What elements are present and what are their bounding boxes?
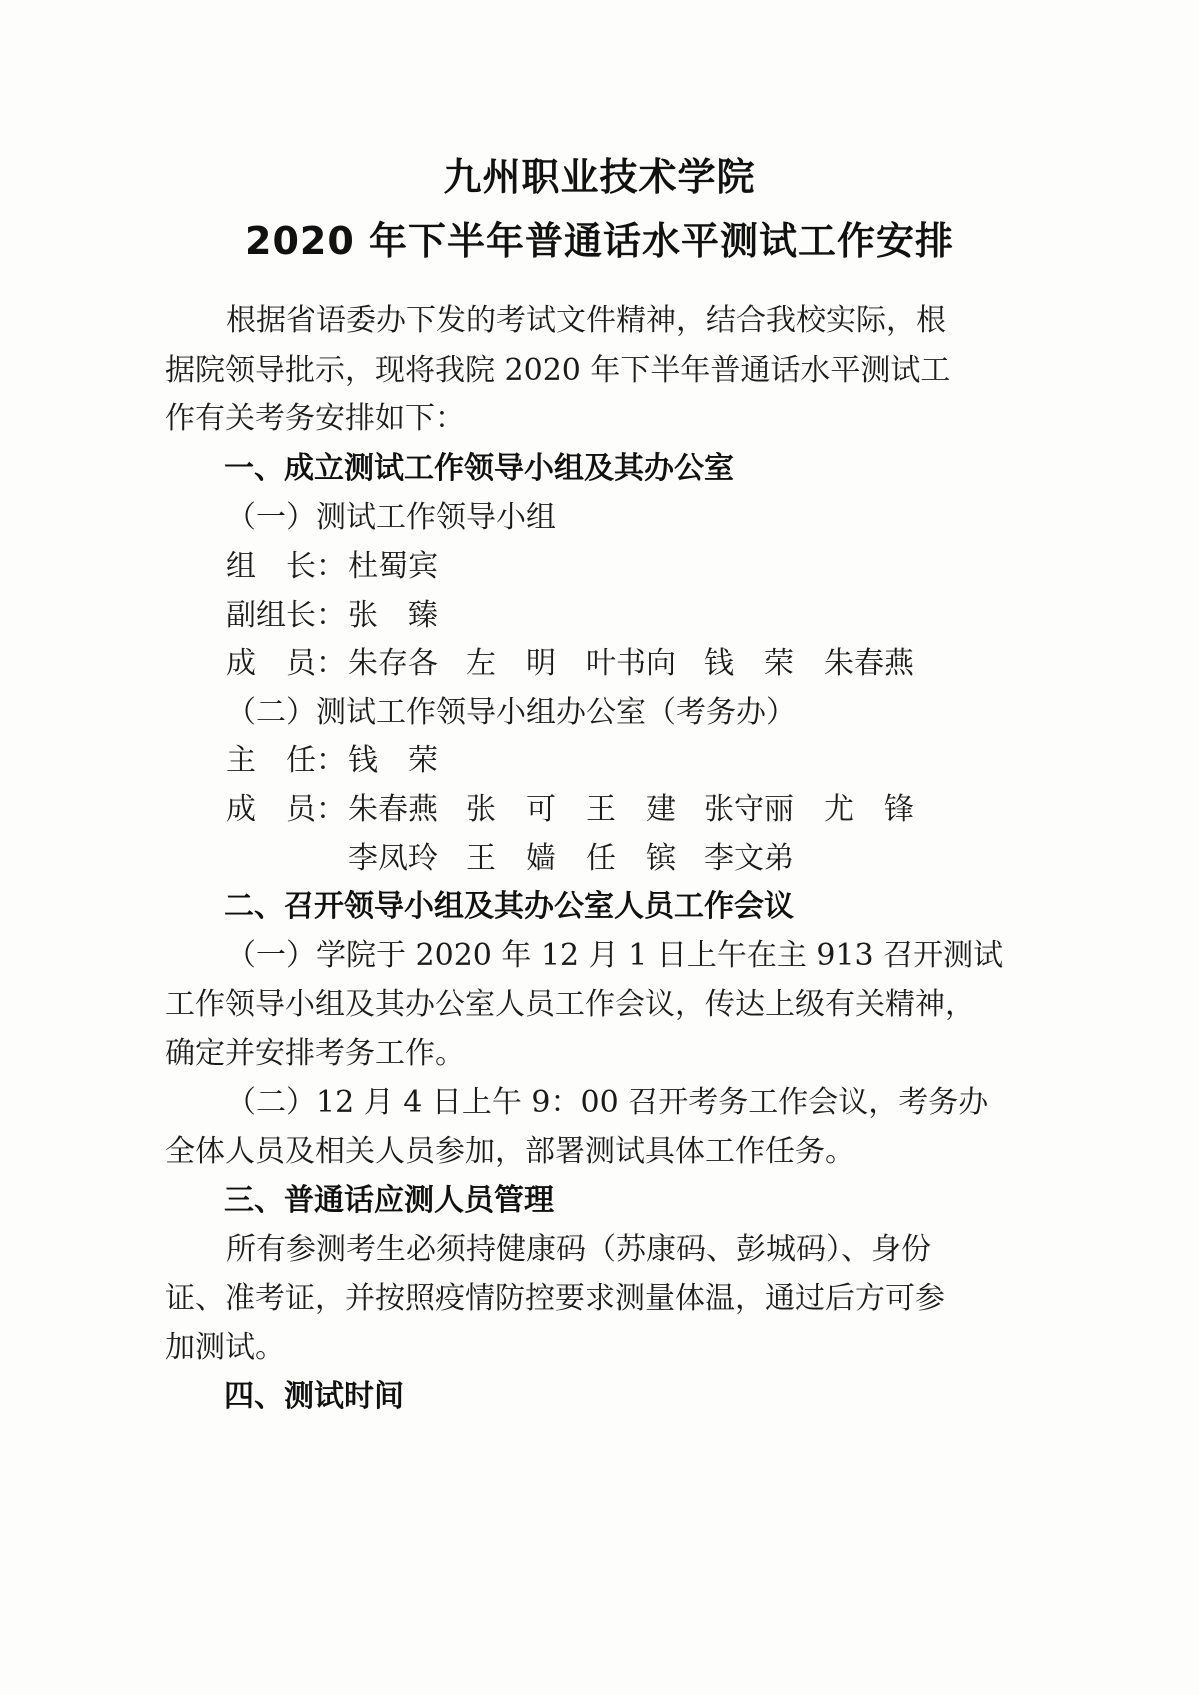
member-name: 朱春燕 — [824, 646, 914, 681]
section-1-heading: 一、成立测试工作领导小组及其办公室 — [224, 451, 734, 486]
section-2-para-1-line-2: 工作领导小组及其办公室人员工作会议，传达上级有关精神， — [165, 987, 975, 1022]
office-member-name: 王 建 — [586, 792, 676, 827]
member-name: 钱 荣 — [704, 646, 794, 681]
intro-line-2: 据院领导批示，现将我院 2020 年下半年普通话水平测试工 — [165, 353, 951, 388]
member-name: 朱存各 — [348, 646, 438, 681]
director-label: 主 任： — [226, 743, 346, 778]
office-member-name: 尤 锋 — [824, 792, 914, 827]
office-member-name: 王 嫱 — [466, 841, 556, 876]
section-1-subheading-office: （二）测试工作领导小组办公室（考务办） — [226, 695, 796, 730]
section-4-heading: 四、测试时间 — [224, 1379, 404, 1414]
members-label: 成 员： — [226, 646, 346, 681]
office-member-name: 张 可 — [466, 792, 556, 827]
section-2-para-1-line-3: 确定并安排考务工作。 — [165, 1036, 465, 1071]
office-member-name: 李文弟 — [704, 841, 794, 876]
deputy-name: 张 臻 — [348, 598, 438, 633]
section-1-subheading-leading-group: （一）测试工作领导小组 — [226, 500, 556, 535]
member-name: 左 明 — [466, 646, 556, 681]
office-member-name: 张守丽 — [704, 792, 794, 827]
leader-label: 组 长： — [226, 549, 346, 584]
section-2-heading: 二、召开领导小组及其办公室人员工作会议 — [224, 889, 794, 924]
section-2-para-2-line-1: （二）12 月 4 日上午 9：00 召开考务工作会议，考务办 — [226, 1085, 989, 1120]
member-name: 叶书向 — [586, 646, 676, 681]
section-2-para-1-line-1: （一）学院于 2020 年 12 月 1 日上午在主 913 召开测试 — [226, 938, 1004, 973]
section-3-para-line-2: 证、准考证，并按照疫情防控要求测量体温，通过后方可参 — [165, 1281, 945, 1316]
intro-line-1: 根据省语委办下发的考试文件精神，结合我校实际，根 — [226, 303, 946, 338]
section-3-para-line-1: 所有参测考生必须持健康码（苏康码、彭城码）、身份 — [226, 1232, 931, 1267]
office-members-label: 成 员： — [226, 792, 346, 827]
office-member-name: 李凤玲 — [348, 841, 438, 876]
office-member-name: 朱春燕 — [348, 792, 438, 827]
leader-name: 杜蜀宾 — [348, 549, 438, 584]
document-title-institution: 九州职业技术学院 — [443, 155, 756, 199]
document-title-subject: 2020 年下半年普通话水平测试工作安排 — [245, 219, 954, 263]
deputy-label: 副组长： — [226, 598, 346, 633]
section-3-heading: 三、普通话应测人员管理 — [224, 1183, 554, 1218]
section-2-para-2-line-2: 全体人员及相关人员参加，部署测试具体工作任务。 — [165, 1134, 855, 1169]
intro-line-3: 作有关考务安排如下： — [165, 401, 465, 436]
director-name: 钱 荣 — [348, 743, 438, 778]
office-member-name: 任 镔 — [586, 841, 676, 876]
section-3-para-line-3: 加测试。 — [165, 1330, 285, 1365]
